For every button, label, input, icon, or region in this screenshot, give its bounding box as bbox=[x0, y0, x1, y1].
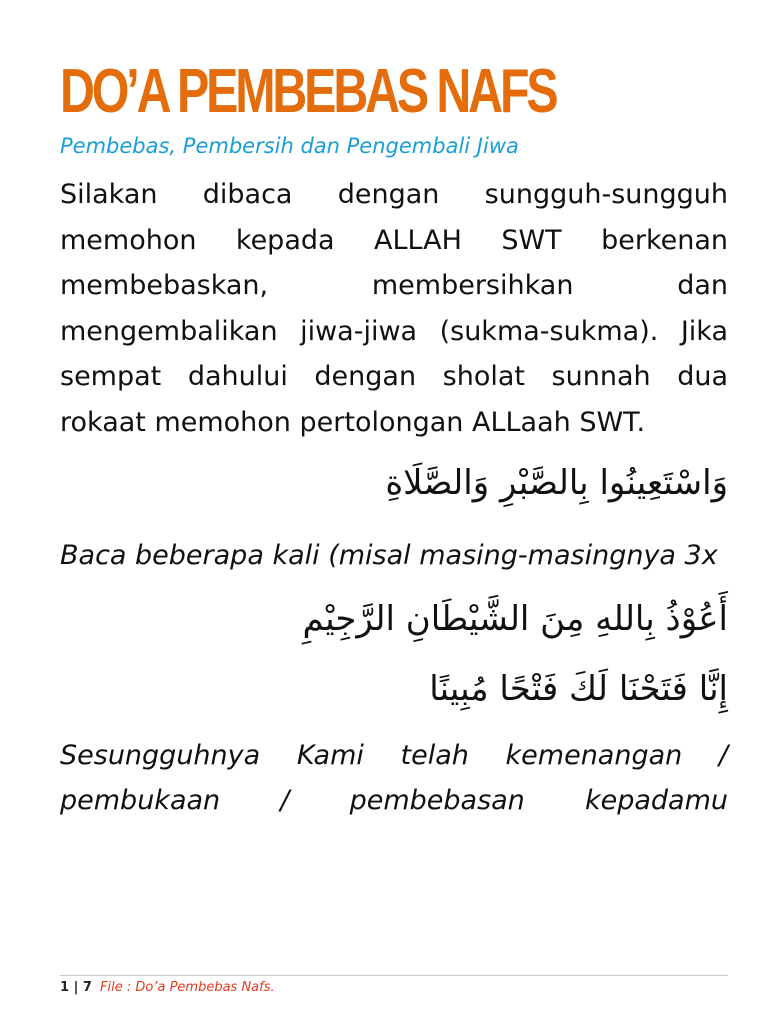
footer-divider bbox=[60, 975, 728, 976]
footer-file-label: File : Do’a Pembebas Nafs. bbox=[100, 980, 275, 995]
page-number: 1 | 7 bbox=[60, 980, 92, 995]
instruction-paragraph: Baca beberapa kali (misal masing-masingnya 3x bbox=[60, 540, 718, 571]
intro-paragraph: Silakan dibaca dengan sungguh-sungguh memohon kepada ALLAH SWT berkenan membebaskan, membersihkan dan mengembalikan jiwa-jiwa (sukma-sukma). Jika sempat dahului dengan sholat sunnah dua rokaat memohon pertolongan ALLaah SWT. bbox=[60, 179, 728, 438]
page-footer bbox=[60, 980, 275, 995]
document-page bbox=[60, 52, 728, 824]
page-subtitle: Pembebas, Pembersih dan Pengembali Jiwa bbox=[60, 134, 519, 158]
arabic-verse-victory: إِنَّا فَتَحْنَا لَكَ فَتْحًا مُبِينًا bbox=[429, 668, 728, 709]
page-title: DO’A PEMBEBAS NAFS bbox=[60, 57, 556, 126]
arabic-verse-patience: وَاسْتَعِينُوا بِالصَّبْرِ وَالصَّلَاةِ bbox=[385, 463, 728, 503]
arabic-taawudz: أَعُوْذُ بِاللهِ مِنَ الشَّيْطَانِ الرَّجِيْمِ bbox=[302, 598, 728, 639]
translation-paragraph: Sesungguhnya Kami telah kemenangan / pembukaan / pembebasan kepadamu bbox=[60, 739, 728, 816]
